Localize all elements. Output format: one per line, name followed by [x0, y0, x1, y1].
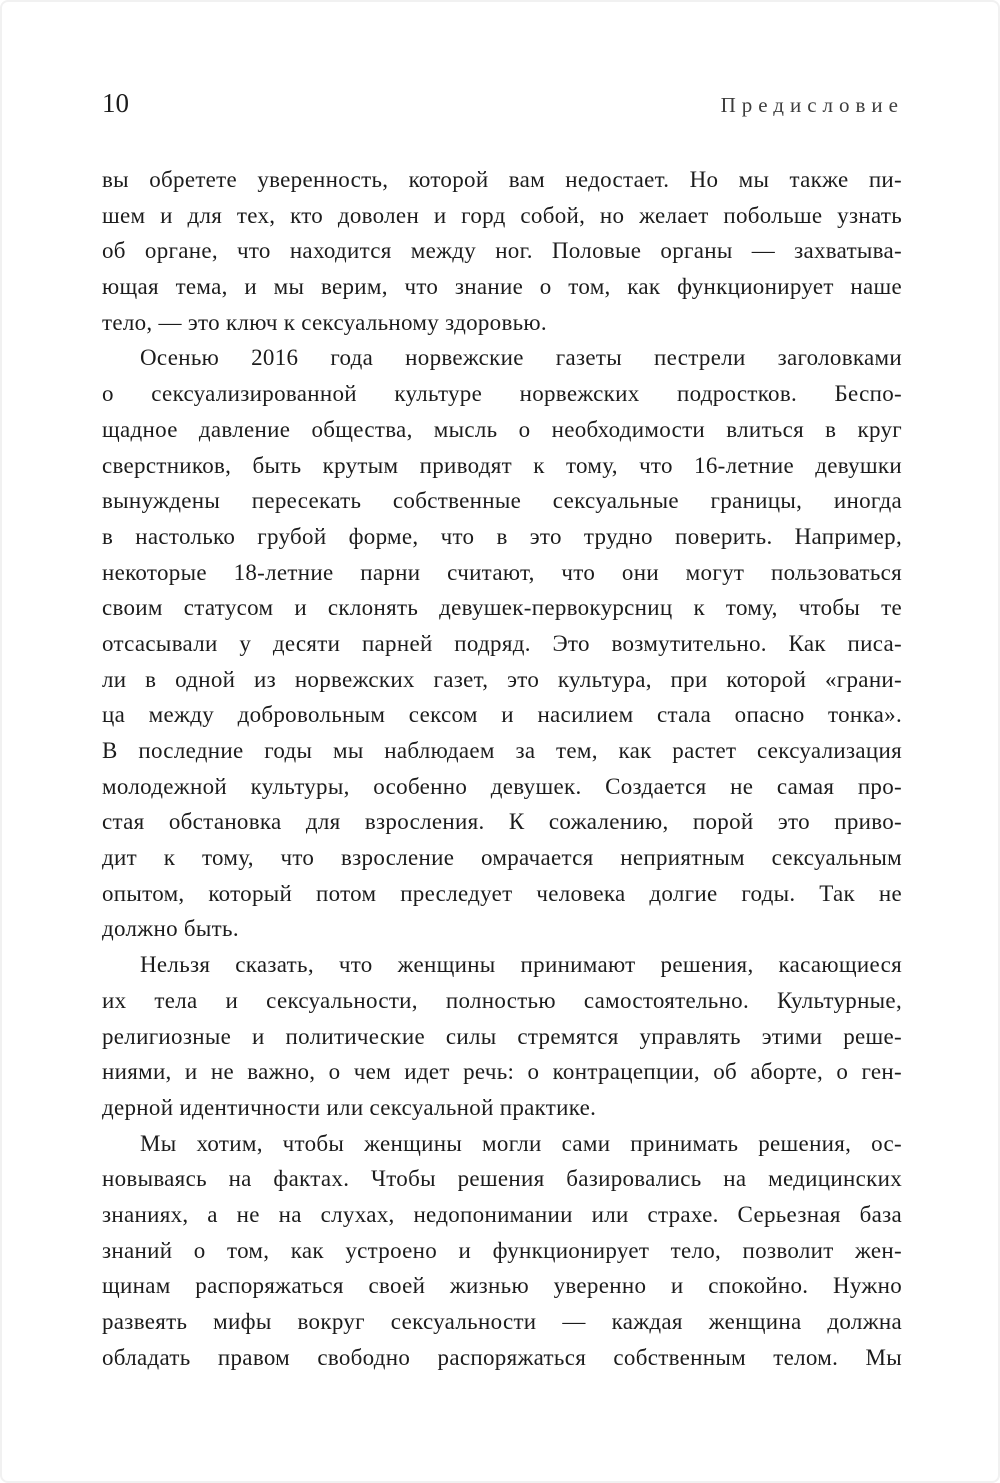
text-line: Нельзя сказать, что женщины принимают решения, касающиеся	[140, 952, 902, 978]
text-line: дит к тому, что взросление омрачается неприятным сексуальным	[102, 845, 902, 871]
text-line: ца между добровольным сексом и насилием стала опасно тонка».	[102, 702, 902, 728]
text-line: шем и для тех, кто доволен и горд собой, но желает побольше узнать	[102, 202, 902, 228]
text-line: новываясь на фактах. Чтобы решения базировались на медицинских	[102, 1166, 902, 1192]
text-line: отсасывали у десяти парней подряд. Это возмутительно. Как писа-	[102, 630, 902, 656]
text-line: В последние годы мы наблюдаем за тем, как растет сексуализация	[102, 738, 902, 763]
text-line: в настолько грубой форме, что в это трудно поверить. Например,	[102, 523, 902, 549]
text-line: их тела и сексуальности, полностью самостоятельно. Культурные,	[102, 987, 902, 1013]
page-header	[102, 88, 904, 119]
text-line: молодежной культуры, особенно девушек. Создается не самая про-	[102, 773, 902, 799]
text-block	[102, 162, 902, 1375]
text-line: Осенью 2016 года норвежские газеты пестрели заголовками	[140, 345, 902, 371]
text-line: сверстников, быть крутым приводят к тому, что 16-летние девушки	[102, 452, 902, 478]
text-line: обладать правом свободно распоряжаться собственным телом. Мы	[102, 1344, 902, 1370]
paragraph	[102, 340, 902, 947]
text-line: опытом, который потом преследует человека долгие годы. Так не	[102, 880, 902, 906]
paragraph	[102, 947, 902, 1125]
paragraph	[102, 162, 902, 340]
text-line: некоторые 18-летние парни считают, что они могут пользоваться	[102, 559, 902, 585]
text-line: вынуждены пересекать собственные сексуальные границы, иногда	[102, 488, 902, 514]
text-line: щинам распоряжаться своей жизнью уверенно и спокойно. Нужно	[102, 1273, 902, 1299]
text-line: щадное давление общества, мысль о необходимости влиться в круг	[102, 416, 902, 442]
text-line: дерной идентичности или сексуальной практике.	[102, 1094, 597, 1120]
text-line: знаниях, а не на слухах, недопонимании или страхе. Серьезная база	[102, 1201, 902, 1227]
text-line: ли в одной из норвежских газет, это культура, при которой «грани-	[102, 666, 902, 692]
text-line: об органе, что находится между ног. Половые органы — захватыва-	[102, 238, 902, 264]
text-line: своим статусом и склонять девушек-первокурсниц к тому, чтобы те	[102, 595, 902, 621]
text-line: вы обретете уверенность, которой вам недостает. Но мы также пи-	[102, 167, 902, 192]
text-line: развеять мифы вокруг сексуальности — каждая женщина должна	[102, 1309, 902, 1334]
text-line: религиозные и политические силы стремятся управлять этими реше-	[102, 1023, 902, 1049]
running-title: Предисловие	[720, 93, 904, 117]
text-line: должно быть.	[102, 916, 239, 942]
text-line: о сексуализированной культуре норвежских подростков. Беспо-	[102, 381, 902, 407]
page-number: 10	[102, 88, 129, 118]
text-line: ниями, и не важно, о чем идет речь: о контрацепции, об аборте, о ген-	[102, 1059, 902, 1085]
text-line: знаний о том, как устроено и функционирует тело, позволит жен-	[102, 1237, 902, 1263]
text-line: Мы хотим, чтобы женщины могли сами принимать решения, ос-	[140, 1130, 902, 1156]
text-line: ющая тема, и мы верим, что знание о том, как функционирует наше	[102, 274, 902, 300]
text-line: стая обстановка для взросления. К сожалению, порой это приво-	[102, 809, 902, 835]
paragraph	[102, 1126, 902, 1376]
text-line: тело, — это ключ к сексуальному здоровью.	[102, 309, 547, 335]
